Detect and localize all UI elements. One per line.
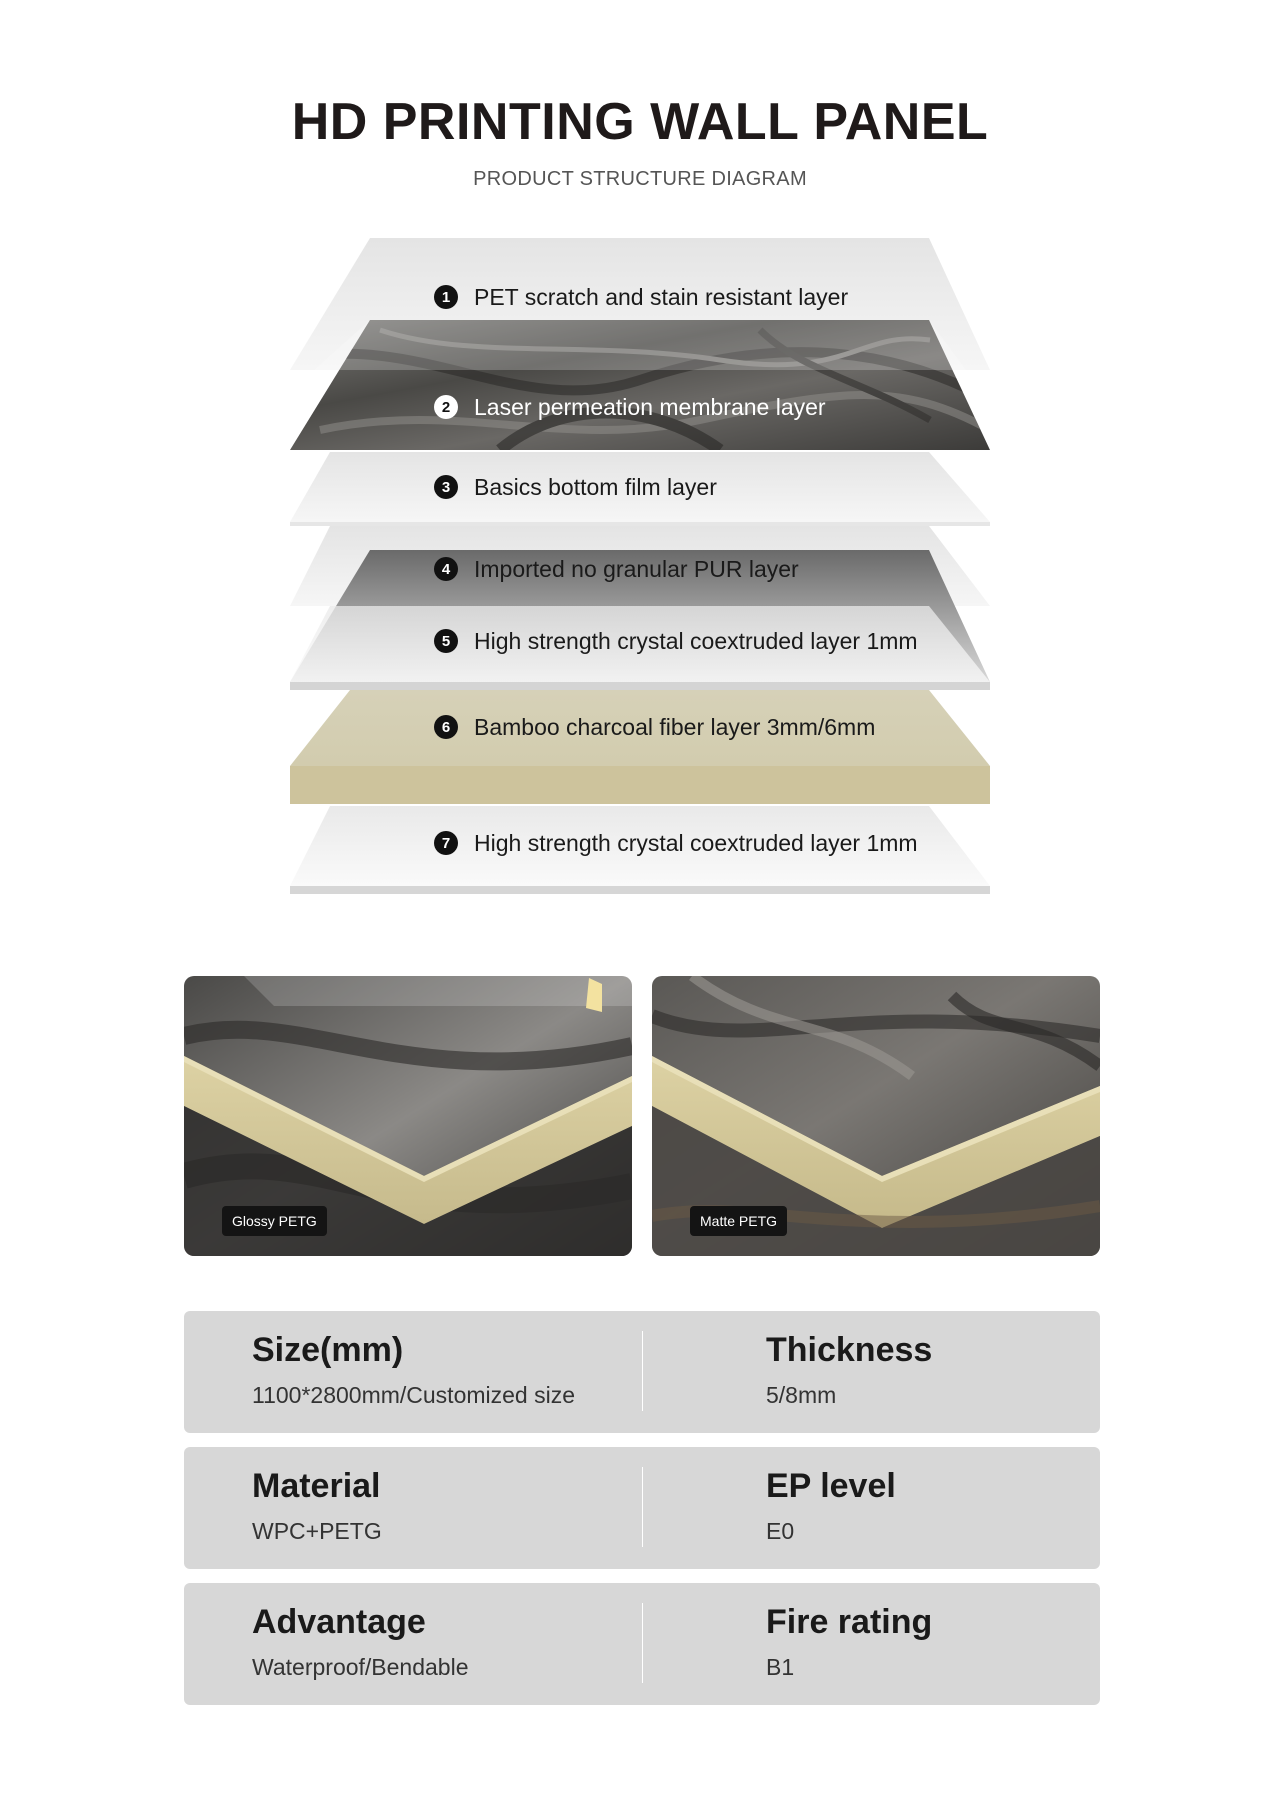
spec-row-advantage-fire (184, 1583, 1100, 1705)
spec-title: Fire rating (766, 1603, 933, 1641)
spec-title: Material (252, 1467, 381, 1505)
layer-number-badge: 6 (434, 715, 458, 739)
spec-value: Waterproof/Bendable (252, 1654, 469, 1680)
layer-label-text: Imported no granular PUR layer (474, 555, 799, 582)
glossy-petg-sample-image (184, 976, 632, 1256)
layer-label-1 (434, 281, 848, 313)
layer-number-badge: 2 (434, 395, 458, 419)
page-title: HD PRINTING WALL PANEL (291, 93, 989, 151)
spec-title: EP level (766, 1467, 896, 1505)
spec-row-size-thickness (184, 1311, 1100, 1433)
layer-label-7 (434, 827, 918, 859)
spec-title: Advantage (252, 1603, 426, 1641)
spec-fire-rating (766, 1603, 932, 1681)
layer-number-badge: 4 (434, 557, 458, 581)
spec-value: B1 (766, 1654, 795, 1680)
layer-label-text: Bamboo charcoal fiber layer 3mm/6mm (474, 713, 876, 740)
spec-value: 5/8mm (766, 1382, 837, 1408)
spec-size (252, 1331, 575, 1409)
spec-divider (642, 1331, 643, 1411)
spec-title: Size(mm) (252, 1331, 404, 1369)
layer-number-badge: 1 (434, 285, 458, 309)
spec-value: E0 (766, 1518, 795, 1544)
spec-value: WPC+PETG (252, 1518, 382, 1544)
layer-number-badge: 5 (434, 629, 458, 653)
spec-thickness (766, 1331, 932, 1409)
layer-label-text: Basics bottom film layer (474, 473, 717, 500)
spec-material (252, 1467, 382, 1545)
layer-label-4 (434, 553, 799, 585)
layer-label-text: PET scratch and stain resistant layer (474, 283, 849, 310)
layer-number-badge: 3 (434, 475, 458, 499)
layer-label-text: Laser permeation membrane layer (474, 393, 826, 420)
layer-label-text: High strength crystal coextruded layer 1mm (474, 627, 918, 654)
layer-label-2 (434, 391, 826, 423)
layer-number-badge: 7 (434, 831, 458, 855)
spec-row-material-ep (184, 1447, 1100, 1569)
spec-value: 1100*2800mm/Customized size (252, 1382, 576, 1408)
page-subtitle: PRODUCT STRUCTURE DIAGRAM (473, 168, 807, 190)
spec-divider (642, 1603, 643, 1683)
spec-ep-level (766, 1467, 896, 1545)
layer-label-text: High strength crystal coextruded layer 1mm (474, 829, 918, 856)
layer-label-6 (434, 711, 875, 743)
layer-label-3 (434, 471, 717, 503)
matte-petg-tag: Matte PETG (690, 1206, 787, 1236)
spec-divider (642, 1467, 643, 1547)
layer-label-5 (434, 625, 918, 657)
glossy-petg-tag: Glossy PETG (222, 1206, 327, 1236)
spec-advantage (252, 1603, 469, 1681)
spec-title: Thickness (766, 1331, 933, 1369)
matte-petg-sample-image (652, 976, 1100, 1256)
